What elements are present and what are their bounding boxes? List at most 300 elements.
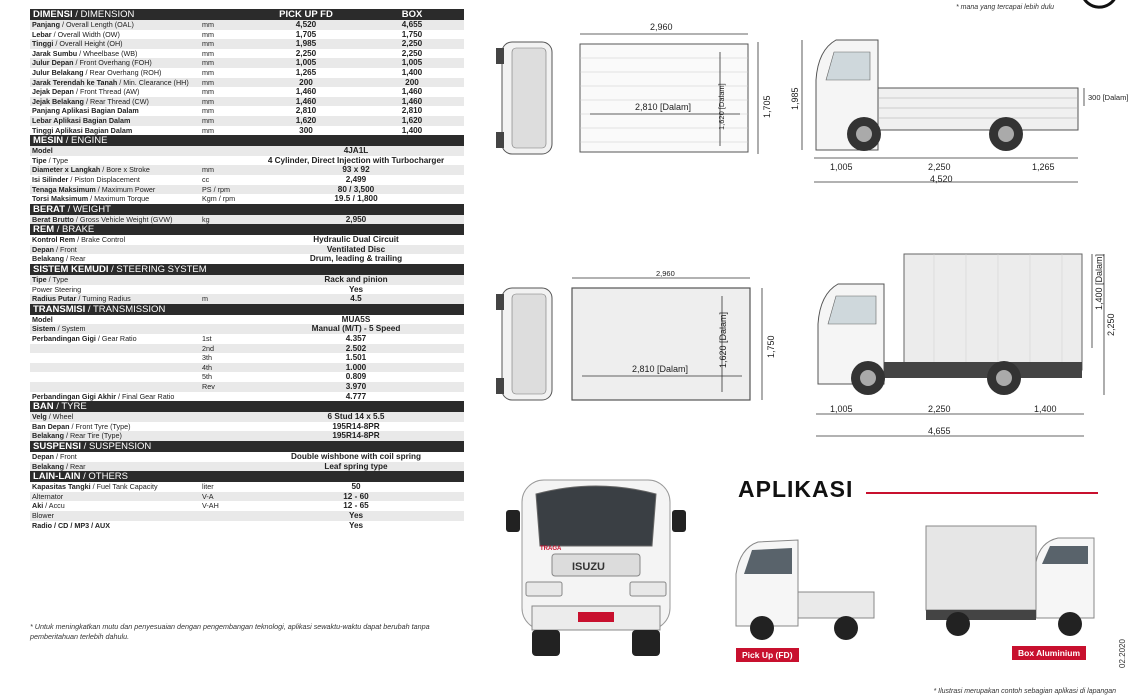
row-label (30, 412, 202, 422)
box-side-roh: 1,400 (1034, 404, 1057, 414)
table-row (30, 49, 464, 59)
row-label-bold: Radio / CD / MP3 / AUX (32, 520, 111, 530)
pickup-side-roh: 1,265 (1032, 162, 1055, 172)
row-value: 1.501 (345, 353, 367, 363)
row-label-rest: Blower (32, 510, 54, 520)
row-label-bold: Panjang Aplikasi Bagian Dalam (32, 106, 139, 116)
row-value-box: 200 (405, 77, 419, 87)
box-side-view (806, 250, 1116, 440)
row-label (30, 156, 202, 166)
row-value: 2,950 (345, 214, 367, 224)
row-value-pickup: 1,005 (295, 58, 317, 68)
row-value: Manual (M/T) - 5 Speed (311, 324, 401, 334)
row-value: 6 Stud 14 x 5.5 (327, 412, 385, 422)
row-value-box: 2,250 (401, 48, 423, 58)
row-value: 2,499 (345, 174, 367, 184)
row-value-pickup: 2,250 (295, 48, 317, 58)
section-title (30, 441, 250, 452)
table-row (30, 285, 464, 295)
row-label (30, 511, 202, 521)
pickup-top-length: 2,960 (650, 22, 673, 32)
row-unit: mm (202, 106, 214, 116)
row-label-rest: / Front (53, 451, 77, 461)
row-unit: m (202, 294, 208, 304)
truck-badge-text: TRAGA (540, 546, 562, 552)
row-label (30, 58, 202, 68)
row-label (30, 87, 202, 97)
row-label-bold: Belakang (32, 461, 64, 471)
row-label-rest: / Gross Vehicle Weight (GVW) (73, 214, 173, 224)
row-label (30, 294, 202, 304)
section-header (30, 441, 464, 452)
section-title (30, 471, 250, 482)
row-unit: 5th (202, 372, 212, 382)
row-unit: mm (202, 96, 214, 106)
row-label-rest: / Overall Width (OW) (51, 29, 120, 39)
row-label-rest: / Rear (63, 254, 86, 264)
row-unit: 4th (202, 362, 212, 372)
table-row (30, 245, 464, 255)
row-unit: liter (202, 482, 214, 492)
pickup-side-oal: 4,520 (930, 174, 953, 184)
row-label (30, 254, 202, 264)
row-value-pickup: 1,460 (295, 87, 317, 97)
row-label (30, 431, 202, 441)
row-label (30, 126, 202, 136)
table-row (30, 58, 464, 68)
row-value: 4.777 (345, 391, 367, 401)
table-row (30, 39, 464, 49)
aplikasi-title: APLIKASI (738, 476, 854, 502)
table-row (30, 492, 464, 502)
row-label-bold: Lebar Aplikasi Bagian Dalam (32, 115, 131, 125)
truck-brand-text: ISUZU (572, 561, 605, 573)
table-row (30, 363, 464, 373)
box-top-length: 2,960 (656, 269, 675, 278)
row-label-rest: / Rear Tire (Type) (63, 431, 122, 441)
section-title-rest: / SUSPENSION (81, 440, 152, 452)
row-value: MUA5S (341, 314, 371, 324)
row-label-rest: / Type (46, 275, 69, 285)
row-label-bold: Aki (32, 501, 44, 511)
row-label (30, 194, 202, 204)
row-label-bold: Model (32, 314, 53, 324)
row-label-bold: Kontrol Rem (32, 235, 76, 245)
section-title-rest: / DIMENSION (72, 9, 135, 20)
section-title-rest: / BRAKE (54, 224, 95, 236)
box-side-foh: 1,005 (830, 404, 853, 414)
row-label-bold: Tinggi (32, 39, 54, 49)
section-title-rest: / WEIGHT (65, 203, 111, 215)
row-label (30, 215, 202, 225)
table-row (30, 68, 464, 78)
row-unit: mm (202, 87, 214, 97)
date-code: 02.2020 (1118, 639, 1127, 668)
row-value-pickup: 1,705 (295, 29, 317, 39)
table-row (30, 334, 464, 344)
row-unit: mm (202, 77, 214, 87)
table-row (30, 126, 464, 136)
row-value-pickup: 300 (299, 125, 313, 135)
row-label-rest: / Rear Overhang (ROH) (83, 67, 162, 77)
row-unit: 1st (202, 334, 212, 344)
section-title (30, 264, 250, 275)
section-title-bold: BAN (33, 401, 54, 413)
row-label (30, 116, 202, 126)
row-value-box: 1,400 (401, 125, 423, 135)
row-unit: mm (202, 67, 214, 77)
row-label-bold: Julur Belakang (32, 67, 84, 77)
table-row (30, 501, 464, 511)
row-unit: Kgm / rpm (202, 194, 236, 204)
row-value: 93 x 92 (342, 165, 370, 175)
row-label-rest: / Type (46, 155, 69, 165)
box-side-height: 2,250 (1106, 313, 1116, 336)
row-unit: PS / rpm (202, 184, 230, 194)
box-top-inner-w: 1,620 [Dalam] (718, 311, 728, 368)
row-value-pickup: 1,985 (295, 39, 317, 49)
row-unit: mm (202, 48, 214, 58)
box-top-inner-len: 2,810 [Dalam] (632, 364, 689, 374)
row-label-bold: Jarak Sumbu (32, 48, 78, 58)
section-title (30, 304, 250, 315)
row-label-rest: / Front Thread (AW) (73, 87, 140, 97)
table-row (30, 344, 464, 354)
row-value: 4.357 (345, 334, 367, 344)
row-unit: Rev (202, 382, 215, 391)
table-row (30, 106, 464, 116)
pickup-top-inner-w: 1,620 [Dalam] (717, 83, 726, 130)
top-note: * mana yang tercapai lebih dulu (956, 4, 1055, 11)
row-value-box: 1,005 (401, 58, 423, 68)
row-label (30, 146, 202, 156)
row-value-box: 2,810 (401, 106, 423, 116)
row-value-pickup: 1,620 (295, 115, 317, 125)
table-row (30, 156, 464, 166)
row-label (30, 392, 202, 402)
row-label (30, 175, 202, 185)
table-row (30, 78, 464, 88)
row-value-box: 1,620 (401, 115, 423, 125)
row-label (30, 452, 202, 462)
row-value-box: 4,655 (401, 20, 423, 29)
row-value-box: 2,250 (401, 39, 423, 49)
row-value-pickup: 1,460 (295, 96, 317, 106)
row-value: Leaf spring type (324, 461, 388, 471)
section-title (30, 204, 250, 215)
box-application-image (922, 522, 1102, 642)
row-label-rest: / Overall Height (OH) (53, 39, 123, 49)
section-title-bold: LAIN-LAIN (33, 471, 81, 483)
row-unit: mm (202, 20, 214, 29)
row-value-box: 1,460 (401, 96, 423, 106)
table-row (30, 254, 464, 264)
row-label-bold: Belakang (32, 431, 64, 441)
row-value: Drum, leading & trailing (309, 254, 403, 264)
truck-front-image (506, 470, 686, 660)
section-title-bold: SUSPENSI (33, 440, 82, 452)
pickup-application-image (728, 534, 878, 644)
table-row (30, 165, 464, 175)
row-label-rest: / Rear Thread (CW) (83, 96, 149, 106)
row-label-rest: / Maximum Power (95, 184, 156, 194)
box-top-width: 1,750 (766, 335, 776, 358)
table-row (30, 372, 464, 382)
row-value: 1.000 (345, 362, 367, 372)
row-label-bold: Panjang (32, 20, 60, 29)
row-unit: V-AH (202, 501, 219, 511)
row-value: Rack and pinion (324, 275, 388, 285)
row-label (30, 334, 202, 344)
row-value: 3.970 (345, 382, 367, 391)
footnote: * Untuk meningkatkan mutu dan penyesuaian dengan pengembangan teknologi, aplikasi sewaktu-waktu dapat berubah tanpa pemberitahuan terlebih dahulu. (30, 622, 430, 641)
row-label-rest: / Overall Length (OAL) (59, 20, 134, 29)
section-title-rest: / OTHERS (80, 471, 129, 483)
box-side-box-h: 1,400 [Dalam] (1094, 253, 1104, 310)
pickup-side-height: 1,985 (790, 87, 800, 110)
row-value: Yes (348, 520, 364, 530)
table-row (30, 353, 464, 363)
row-value: Double wishbone with coil spring (290, 451, 422, 461)
section-title-rest: / TRANSMISSION (85, 303, 166, 315)
row-value: Hydraulic Dual Circuit (313, 235, 399, 245)
row-label (30, 462, 202, 472)
row-value: 195R14-8PR (332, 431, 380, 441)
section-header (30, 471, 464, 482)
row-value-pickup: 4,520 (295, 20, 317, 29)
row-value: 12 - 60 (343, 491, 369, 501)
row-label-bold: Kapasitas Tangki (32, 482, 91, 492)
table-row (30, 87, 464, 97)
row-label-rest: / Rear (63, 461, 86, 471)
row-label (30, 106, 202, 116)
row-value: 4.5 (350, 294, 362, 304)
row-label-rest: Alternator (32, 491, 64, 501)
row-label-rest: / Accu (43, 501, 65, 511)
row-label-bold: Lebar (32, 29, 52, 39)
row-label (30, 482, 202, 492)
row-value: Yes (348, 284, 364, 294)
row-label-bold: Tenaga Maksimum (32, 184, 96, 194)
row-unit: kg (202, 214, 210, 224)
table-row (30, 452, 464, 462)
badge-ring (1080, 0, 1120, 10)
row-label (30, 30, 202, 40)
row-label (30, 245, 202, 255)
row-value: Ventilated Disc (326, 244, 386, 254)
row-label-bold: Torsi Maksimum (32, 194, 89, 204)
row-value: 4JA1L (343, 146, 369, 156)
row-label-bold: Ban Depan (32, 421, 70, 431)
row-label (30, 501, 202, 511)
table-row (30, 30, 464, 40)
row-label-rest: / Gear Ratio (95, 334, 137, 344)
spec-table (30, 9, 464, 530)
row-label (30, 20, 202, 30)
tag-box: Box Aluminium (1012, 646, 1086, 660)
pickup-body (816, 40, 1078, 151)
table-row (30, 482, 464, 492)
row-label-bold: Tipe (32, 155, 47, 165)
pickup-side-wb: 2,250 (928, 162, 951, 172)
section-header (30, 9, 464, 20)
col-header-box: BOX (401, 9, 423, 20)
row-label (30, 235, 202, 245)
row-unit: 3th (202, 353, 212, 363)
row-label-bold: Tipe (32, 275, 47, 285)
row-label-rest: / Min. Clearance (HH) (117, 77, 189, 87)
row-label-rest: / Wheelbase (WB) (77, 48, 138, 58)
table-row (30, 462, 464, 472)
box-top-view (490, 268, 780, 418)
pickup-top-inner-len: 2,810 [Dalam] (635, 102, 692, 112)
pickup-top-view (490, 18, 772, 168)
row-label-rest: / Brake Control (75, 235, 126, 245)
row-value: 12 - 65 (343, 501, 369, 511)
table-row (30, 146, 464, 156)
table-row (30, 235, 464, 245)
section-title (30, 9, 250, 20)
table-row (30, 215, 464, 225)
row-label (30, 422, 202, 432)
table-row (30, 116, 464, 126)
table-row (30, 382, 464, 392)
row-value-box: 1,750 (401, 29, 423, 39)
row-value: 80 / 3,500 (337, 184, 375, 194)
row-unit: mm (202, 29, 214, 39)
row-label (30, 315, 202, 325)
row-label-bold: Depan (32, 244, 54, 254)
row-label-bold: Depan (32, 451, 54, 461)
section-title-bold: DIMENSI (33, 9, 73, 20)
row-label-bold: Radius Putar (32, 294, 77, 304)
row-value-pickup: 200 (299, 77, 313, 87)
row-label (30, 49, 202, 59)
row-label (30, 285, 202, 295)
table-row (30, 175, 464, 185)
row-label (30, 324, 202, 334)
section-title-bold: SISTEM KEMUDI (33, 264, 109, 276)
box-cab-top (496, 288, 552, 400)
row-label (30, 97, 202, 107)
section-header (30, 135, 464, 146)
row-value: Yes (348, 510, 364, 520)
section-title-bold: MESIN (33, 135, 64, 147)
row-value: 2.502 (345, 343, 367, 353)
table-row (30, 521, 464, 531)
table-row (30, 431, 464, 441)
row-label-rest: / Maximum Torque (88, 194, 150, 204)
box-side-oal: 4,655 (928, 426, 951, 436)
row-label (30, 521, 202, 531)
section-header (30, 401, 464, 412)
section-title-bold: REM (33, 224, 55, 236)
row-label (30, 165, 202, 175)
table-row (30, 315, 464, 325)
row-label-bold: Isi Silinder (32, 174, 69, 184)
row-label-rest: / Bore x Stroke (100, 165, 150, 175)
section-title-rest: / TYRE (53, 401, 87, 413)
section-title (30, 224, 250, 235)
table-row (30, 392, 464, 402)
row-label (30, 275, 202, 285)
tag-pickup: Pick Up (FD) (736, 648, 799, 662)
col-header-pickup: PICK UP FD (279, 9, 333, 20)
section-header (30, 264, 464, 275)
row-unit: cc (202, 174, 210, 184)
row-label-bold: Sistem (32, 324, 56, 334)
row-label-bold: Tinggi Aplikasi Bagian Dalam (32, 125, 133, 135)
section-title-rest: / ENGINE (63, 135, 108, 147)
pickup-side-foh: 1,005 (830, 162, 853, 172)
row-value: 4 Cylinder, Direct Injection with Turbocharger (267, 155, 445, 165)
row-label-bold: Berat Brutto (32, 214, 74, 224)
row-value-box: 1,400 (401, 67, 423, 77)
row-label-bold: Diameter x Langkah (32, 165, 101, 175)
section-title (30, 135, 250, 146)
row-label-bold: Belakang (32, 254, 64, 264)
row-unit: mm (202, 39, 214, 49)
row-label-rest: / Fuel Tank Capacity (90, 482, 158, 492)
pickup-top-width: 1,705 (762, 95, 772, 118)
row-label (30, 68, 202, 78)
box-side-wb: 2,250 (928, 404, 951, 414)
table-row (30, 97, 464, 107)
table-row (30, 294, 464, 304)
row-label (30, 78, 202, 88)
row-unit: 2nd (202, 343, 214, 353)
row-label-bold: Perbandingan Gigi (32, 334, 96, 344)
table-row (30, 324, 464, 334)
row-label-bold: Julur Depan (32, 58, 74, 68)
table-row (30, 185, 464, 195)
section-header (30, 304, 464, 315)
table-row (30, 422, 464, 432)
row-unit: V-A (202, 491, 214, 501)
row-unit: mm (202, 115, 214, 125)
row-label-rest: / Wheel (46, 412, 74, 422)
illustration-note: * Ilustrasi merupakan contoh sebagian aplikasi di lapangan (933, 688, 1116, 695)
row-value: 19.5 / 1,800 (334, 194, 378, 204)
section-header (30, 204, 464, 215)
section-header (30, 224, 464, 235)
row-label-rest: / Front Overhang (FOH) (73, 58, 152, 68)
row-value: 0.809 (345, 372, 367, 382)
row-label-bold: Jejak Belakang (32, 96, 84, 106)
section-title-bold: BERAT (33, 203, 66, 215)
table-row (30, 275, 464, 285)
row-unit: mm (202, 165, 214, 175)
row-label-bold: Jejak Depan (32, 87, 74, 97)
row-value-box: 1,460 (401, 87, 423, 97)
table-row (30, 412, 464, 422)
row-value: 195R14-8PR (332, 421, 380, 431)
row-label (30, 185, 202, 195)
row-unit: mm (202, 58, 214, 68)
row-label (30, 39, 202, 49)
row-label-bold: Jarak Terendah ke Tanah (32, 77, 118, 87)
pickup-side-deck: 300 [Dalam] (1088, 93, 1129, 102)
table-row (30, 194, 464, 204)
table-row (30, 20, 464, 30)
box-body (818, 254, 1082, 395)
row-label-bold: Model (32, 146, 53, 156)
aplikasi-underline (866, 492, 1098, 494)
section-title-rest: / STEERING SYSTEM (108, 264, 207, 276)
row-label-rest: / Turning Radius (76, 294, 131, 304)
section-title-bold: TRANSMISI (33, 303, 86, 315)
row-label-rest: / Front (53, 244, 77, 254)
